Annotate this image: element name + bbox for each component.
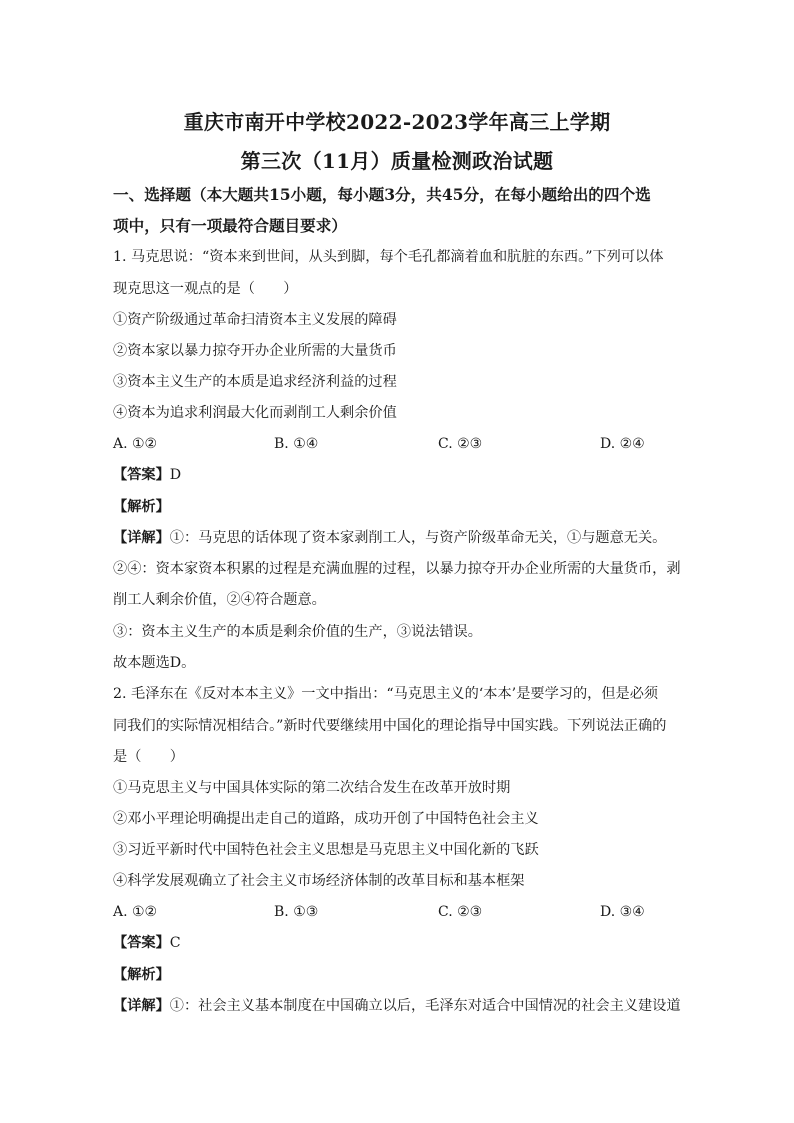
question-1-statement-2: ②资本家以暴力掠夺开办企业所需的大量货币 xyxy=(113,343,397,359)
answer-tag: 【答案】 xyxy=(113,935,170,951)
detail-tag: 【详解】 xyxy=(113,998,170,1014)
question-1-option-d: D. ②④ xyxy=(600,436,645,452)
question-1-analysis-tag: 【解析】 xyxy=(113,499,170,515)
detail-text: ①：马克思的话体现了资本家剥削工人，与资产阶级革命无关，①与题意无关。 xyxy=(169,530,667,546)
document-title-line-1: 重庆市南开中学校2022-2023学年高三上学期 xyxy=(183,110,611,134)
question-2-option-a: A. ①② xyxy=(113,904,158,920)
question-1-detail-line-4: ③：资本主义生产的本质是剩余价值的生产，③说法错误。 xyxy=(113,624,482,640)
question-1-answer-row xyxy=(113,465,683,485)
question-2-statement-3: ③习近平新时代中国特色社会主义思想是马克思主义中国化新的飞跃 xyxy=(113,842,539,858)
question-2-analysis-tag: 【解析】 xyxy=(113,967,170,983)
question-1-detail-line-2: ②④：资本家资本积累的过程是充满血腥的过程，以暴力掠夺开办企业所需的大量货币，剥 xyxy=(113,561,681,577)
question-1-option-a: A. ①② xyxy=(113,436,158,452)
question-2-detail-line-1 xyxy=(113,996,683,1016)
question-2-answer-row xyxy=(113,933,683,953)
question-2-option-c: C. ②③ xyxy=(438,904,483,920)
answer-value: C xyxy=(169,935,181,951)
question-1-detail-line-3: 削工人剩余价值，②④符合题意。 xyxy=(113,592,326,608)
question-1-statement-1: ①资产阶级通过革命扫清资本主义发展的障碍 xyxy=(113,312,397,328)
detail-text: ①：社会主义基本制度在中国确立以后，毛泽东对适合中国情况的社会主义建设道 xyxy=(169,998,681,1014)
question-2-statement-2: ②邓小平理论明确提出走自己的道路，成功开创了中国特色社会主义 xyxy=(113,811,539,827)
section-heading-line-1: 一、选择题（本大题共15小题，每小题3分，共45分，在每小题给出的四个选 xyxy=(113,185,651,204)
question-2-statement-4: ④科学发展观确立了社会主义市场经济体制的改革目标和基本框架 xyxy=(113,873,525,889)
question-2-stem-line-3: 是（ ） xyxy=(113,749,184,765)
detail-tag: 【详解】 xyxy=(113,530,170,546)
question-1-detail-line-1 xyxy=(113,528,683,548)
answer-value: D xyxy=(169,467,182,483)
question-1-option-c: C. ②③ xyxy=(438,436,483,452)
question-1-stem-line-1: 1. 马克思说：“资本来到世间，从头到脚，每个毛孔都滴着血和肮脏的东西。”下列可以体 xyxy=(113,249,664,265)
question-1-option-b: B. ①④ xyxy=(274,436,319,452)
question-1-conclusion: 故本题选D。 xyxy=(113,655,196,671)
question-1-stem-line-2: 现克思这一观点的是（ ） xyxy=(113,281,298,297)
question-2-option-d: D. ③④ xyxy=(600,904,645,920)
question-1-statement-3: ③资本主义生产的本质是追求经济利益的过程 xyxy=(113,374,397,390)
question-2-stem-line-1: 2. 毛泽东在《反对本本主义》一文中指出：“马克思主义的‘本本’是要学习的，但是必须 xyxy=(113,686,659,702)
question-2-option-b: B. ①③ xyxy=(274,904,319,920)
section-heading-line-2: 项中，只有一项最符合题目要求） xyxy=(113,216,347,235)
question-1-statement-4: ④资本为追求利润最大化而剥削工人剩余价值 xyxy=(113,405,397,421)
document-title-line-2: 第三次（11月）质量检测政治试题 xyxy=(240,149,554,173)
question-2-stem-line-2: 同我们的实际情况相结合。”新时代要继续用中国化的理论指导中国实践。下列说法正确的 xyxy=(113,718,667,734)
answer-tag: 【答案】 xyxy=(113,467,170,483)
question-2-statement-1: ①马克思主义与中国具体实际的第二次结合发生在改革开放时期 xyxy=(113,780,511,796)
